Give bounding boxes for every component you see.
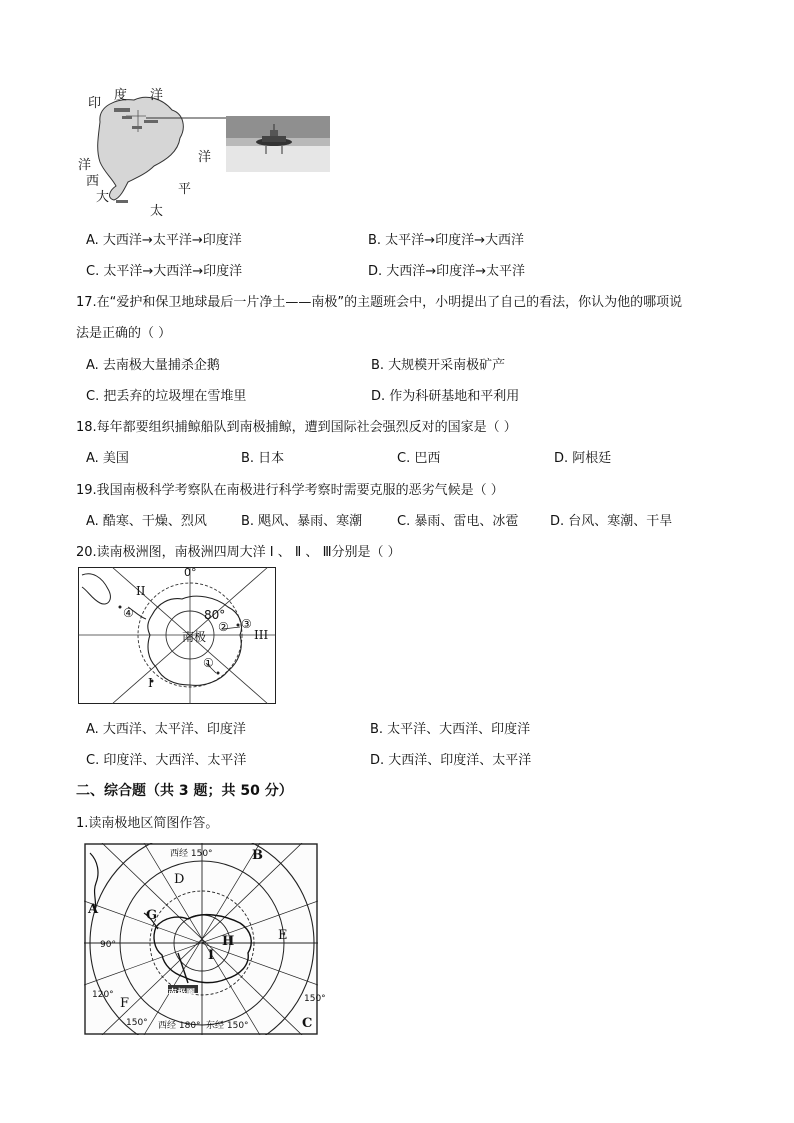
fig3-degree-90: 90° xyxy=(100,940,116,950)
q20-option-b[interactable]: B. 太平洋、大西洋、印度洋 xyxy=(370,722,531,737)
fig3-degree-150-right: 150° xyxy=(304,994,326,1004)
q16-option-d[interactable]: D. 大西洋→印度洋→太平洋 xyxy=(368,264,526,279)
fig1-label-yin: 印 xyxy=(88,96,102,111)
fig3-degree-150-left: 150° xyxy=(126,1018,148,1028)
q17-option-b[interactable]: B. 大规模开采南极矿产 xyxy=(371,358,506,373)
fig3-degree-w150: 西经 150° xyxy=(170,849,213,859)
fig3-letter-e: E xyxy=(278,928,288,943)
fig3-letter-c: C xyxy=(302,1016,313,1031)
q19-option-d[interactable]: D. 台风、寒潮、干旱 xyxy=(550,514,673,529)
fig1-label-tai: 太 xyxy=(150,204,164,219)
q20-label-circle-3: ③ xyxy=(241,617,252,631)
q19-option-a[interactable]: A. 酷寒、干燥、烈风 xyxy=(86,514,207,529)
q20-label-zero: 0° xyxy=(184,566,197,579)
section-2-question-1: 1.读南极地区简图作答。 xyxy=(76,816,219,831)
fig1-label-yang3: 洋 xyxy=(198,150,212,165)
q17-stem-line2: 法是正确的（ ） xyxy=(76,326,172,341)
fig3-letter-g: G xyxy=(146,908,158,923)
fig3-degree-e150: 东经 150° xyxy=(206,1021,249,1031)
q20-option-a[interactable]: A. 大西洋、太平洋、印度洋 xyxy=(86,722,246,737)
q18-option-c[interactable]: C. 巴西 xyxy=(397,451,441,466)
antarctic-station-photo xyxy=(226,116,330,172)
fig1-label-xi: 西 xyxy=(86,174,100,189)
fig3-letter-f: F xyxy=(120,996,130,1011)
q20-option-c[interactable]: C. 印度洋、大西洋、太平洋 xyxy=(86,753,247,768)
q20-label-ocean-1: I xyxy=(148,676,153,690)
q20-label-ocean-3: III xyxy=(254,628,269,642)
fig1-label-ping: 平 xyxy=(178,182,192,197)
fig3-letter-h: H xyxy=(222,934,235,949)
q20-label-circle-1: ① xyxy=(203,656,214,670)
q19-stem: 19.我国南极科学考察队在南极进行科学考察时需要克服的恶劣气候是（ ） xyxy=(76,483,504,498)
q19-option-b[interactable]: B. 飓风、暴雨、寒潮 xyxy=(241,514,363,529)
q16-option-a[interactable]: A. 大西洋→太平洋→印度洋 xyxy=(86,233,242,248)
fig3-degree-120: 120° xyxy=(92,990,114,1000)
q20-map-svg xyxy=(78,567,276,704)
fig3-letter-i: I xyxy=(208,948,215,963)
q20-label-circle-4: ④ xyxy=(123,606,134,620)
q17-option-d[interactable]: D. 作为科研基地和平利用 xyxy=(371,389,520,404)
fig1-label-da: 大 xyxy=(96,190,110,205)
q18-option-a[interactable]: A. 美国 xyxy=(86,451,129,466)
fig1-label-du: 度 xyxy=(114,88,128,103)
section-2-title: 二、综合题（共 3 题；共 50 分） xyxy=(76,783,293,799)
q20-option-d[interactable]: D. 大西洋、印度洋、太平洋 xyxy=(370,753,532,768)
q16-option-b[interactable]: B. 太平洋→印度洋→大西洋 xyxy=(368,233,524,248)
q19-option-c[interactable]: C. 暴雨、雷电、冰雹 xyxy=(397,514,519,529)
q20-label-80: 80° xyxy=(204,608,226,622)
q17-stem-line1: 17.在“爱护和保卫地球最后一片净土——南极”的主题班会中，小明提出了自己的看法，你认为他的哪项说 xyxy=(76,295,683,310)
q16-option-c[interactable]: C. 太平洋→大西洋→印度洋 xyxy=(86,264,243,279)
q20-antarctica-map xyxy=(78,567,276,704)
q20-label-pole: 南极 xyxy=(182,630,207,644)
fig1-label-yang1: 洋 xyxy=(150,88,164,103)
q20-label-circle-2: ② xyxy=(218,620,229,634)
q20-label-ocean-2: II xyxy=(136,584,146,598)
q18-stem: 18.每年都要组织捕鲸船队到南极捕鲸，遭到国际社会强烈反对的国家是（ ） xyxy=(76,420,517,435)
fig3-letter-a: A xyxy=(88,902,99,917)
q17-option-a[interactable]: A. 去南极大量捕杀企鹅 xyxy=(86,358,220,373)
fig3-degree-w180: 西经 180° xyxy=(158,1021,201,1031)
fig3-letter-d: D xyxy=(174,872,185,887)
q18-option-b[interactable]: B. 日本 xyxy=(241,451,285,466)
fig3-pole-circle-label: 南极圈 xyxy=(168,989,196,999)
fig3-letter-b: B xyxy=(252,848,263,863)
q18-option-d[interactable]: D. 阿根廷 xyxy=(554,451,612,466)
fig1-label-yang2: 洋 xyxy=(78,158,92,173)
q17-option-c[interactable]: C. 把丢弃的垃圾埋在雪堆里 xyxy=(86,389,247,404)
q20-stem: 20.读南极洲图，南极洲四周大洋 Ⅰ 、 Ⅱ 、 Ⅲ分别是（ ） xyxy=(76,545,401,560)
